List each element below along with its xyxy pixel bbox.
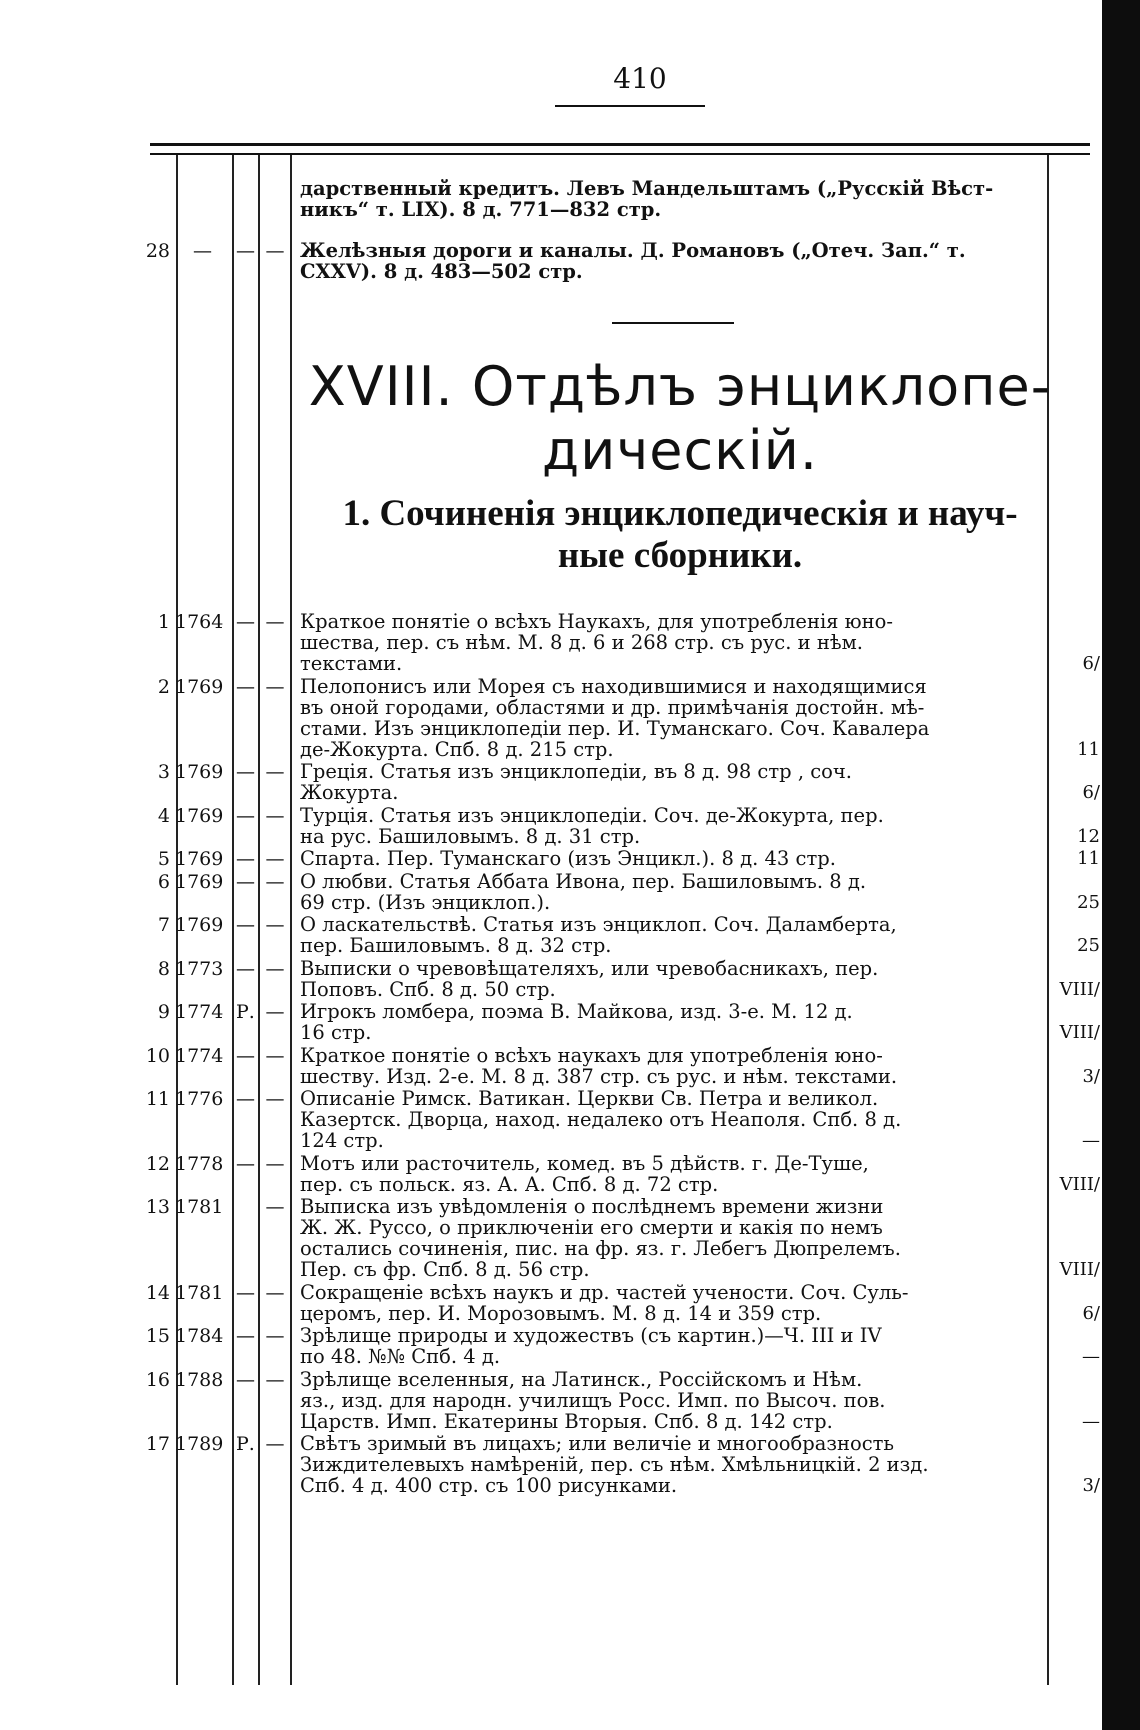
- entry-price: 25: [1077, 935, 1100, 956]
- entry-number: 11: [145, 1088, 170, 1110]
- entry-year: 1781: [175, 1196, 224, 1218]
- entry-line: CXXV). 8 д. 483—502 стр.: [300, 260, 583, 283]
- entry-line: Выписка изъ увѣдомленія о послѣднемъ времени жизни: [300, 1195, 884, 1218]
- entry-year: 1781: [175, 1281, 224, 1304]
- entry-price: 6/: [1082, 1302, 1100, 1324]
- entry-description: [300, 1153, 1045, 1195]
- entry-mark: Р.: [236, 1433, 255, 1455]
- entry-line: Спарта. Пер. Туманскаго (изъ Энцикл.). 8 д. 43 стр.: [300, 847, 836, 870]
- entry-mark: —: [236, 1152, 255, 1175]
- entry-line: Греція. Статья изъ энциклопедіи, въ 8 д. 98 стр , соч.: [300, 760, 852, 783]
- entry-description: [300, 848, 1045, 869]
- entry-description: [300, 1282, 1045, 1324]
- entry-line: Сокращеніе всѣхъ наукъ и др. частей учености. Соч. Суль-: [300, 1280, 909, 1304]
- entry-line: текстами.: [300, 652, 403, 675]
- entry-line: на рус. Башиловымъ. 8 д. 31 стр.: [300, 824, 641, 848]
- entry-line: Свѣтъ зримый въ лицахъ; или величіе и многообразность: [300, 1432, 895, 1455]
- entry-mark: —: [236, 914, 255, 936]
- entry-line: Зрѣлище природы и художествъ (съ картин.)—Ч. III и IV: [300, 1324, 882, 1347]
- entry-dash: —: [265, 1325, 285, 1347]
- entry-line: церомъ, пер. И. Морозовымъ. М. 8 д. 14 и 359 стр.: [300, 1301, 822, 1325]
- entry-description: [300, 1369, 1045, 1432]
- entry-mark: —: [236, 1368, 255, 1391]
- entry-line: стами. Изъ энциклопедіи пер. И. Туманскаго. Соч. Кавалера: [300, 716, 930, 740]
- subsection-title-line: ные сборники.: [557, 535, 803, 576]
- entry-description: [300, 1433, 1045, 1496]
- entry-number: 14: [145, 1281, 170, 1304]
- entry-price: VIII/: [1059, 978, 1100, 1000]
- entry-description: [300, 914, 1045, 956]
- entry-year: 1773: [175, 957, 224, 980]
- entry-description: [300, 1325, 1045, 1367]
- entry-description: [300, 761, 1045, 803]
- entry-line: Турція. Статья изъ энциклопедіи. Соч. де-Жокурта, пер.: [300, 803, 884, 827]
- section-title-line: XVIII. Отдѣлъ энциклопе-: [308, 355, 1052, 418]
- column-divider: [232, 155, 234, 1685]
- entry-dash: —: [265, 957, 285, 980]
- entry-dash: —: [236, 240, 255, 262]
- entry-price: 12: [1077, 825, 1100, 847]
- entry-year: 1769: [175, 870, 224, 893]
- section-title: [300, 355, 1060, 483]
- entry-line: Царств. Имп. Екатерины Вторыя. Спб. 8 д. 142 стр.: [300, 1409, 833, 1433]
- entry-line: Спб. 4 д. 400 стр. съ 100 рисунками.: [300, 1474, 678, 1497]
- entry-dash: —: [265, 761, 285, 783]
- entry-dash: —: [265, 1368, 285, 1391]
- entry-line: Желѣзныя дороги и каналы. Д. Романовъ („Отеч. Зап.“ т.: [300, 239, 966, 262]
- entry-number: 7: [157, 914, 170, 936]
- entry-year: 1769: [175, 675, 224, 698]
- subsection-title: [300, 493, 1060, 577]
- entry-mark: —: [236, 1281, 255, 1304]
- entry-mark: —: [236, 675, 255, 698]
- entry-description: [300, 676, 1045, 760]
- entry-line: Мотъ или расточитель, комед. въ 5 дѣйств. г. Де-Туше,: [300, 1151, 869, 1175]
- entry-mark: Р.: [236, 1001, 255, 1023]
- entry-mark: —: [236, 1088, 255, 1110]
- entry-dash: —: [265, 804, 285, 827]
- entry-description: [300, 871, 1045, 913]
- entry-dash: —: [265, 1044, 285, 1067]
- entry-description: [300, 1196, 1045, 1280]
- entry-number: 3: [157, 761, 170, 783]
- page-number: 410: [613, 62, 667, 95]
- entry-line: по 48. №№ Спб. 4 д.: [300, 1345, 501, 1368]
- section-separator: [612, 322, 734, 324]
- entry-price: —: [1082, 1130, 1100, 1151]
- entry-line: 69 стр. (Изъ энциклоп.).: [300, 890, 551, 914]
- entry-year: 1769: [175, 761, 224, 783]
- entry-line: яз., изд. для народн. училищъ Росс. Имп. по Высоч. пов.: [300, 1388, 886, 1412]
- entry-line: Ж. Ж. Руссо, о приключеніи его смерти и какія по немъ: [300, 1216, 883, 1239]
- entry-dash: —: [193, 240, 212, 262]
- continued-entry: [300, 178, 1045, 220]
- entry-line: дарственный кредитъ. Левъ Мандельштамъ („Русскій Вѣст-: [300, 177, 994, 200]
- entry-line: Краткое понятіе о всѣхъ Наукахъ, для употребленія юно-: [300, 610, 893, 633]
- entry-mark: —: [236, 957, 255, 980]
- entry-line: Описаніе Римск. Ватикан. Церкви Св. Петра и великол.: [300, 1087, 879, 1110]
- entry-description: [300, 1045, 1045, 1087]
- entry-line: въ оной городами, областями и др. примѣчанія достойн. мѣ-: [300, 695, 925, 719]
- column-divider: [290, 155, 292, 1685]
- entry-description: [300, 1088, 1045, 1151]
- entry-price: 3/: [1082, 1475, 1100, 1496]
- entry-line: Игрокъ ломбера, поэма В. Майкова, изд. 3-е. М. 12 д.: [300, 1000, 853, 1023]
- entry-year: 1789: [175, 1433, 224, 1455]
- entry-price: 3/: [1082, 1065, 1100, 1087]
- entry-year: 1774: [175, 1001, 224, 1023]
- entry-dash: —: [265, 1001, 285, 1023]
- entry-dash: —: [265, 611, 285, 633]
- entry-number: 8: [157, 957, 170, 980]
- entry-year: 1776: [175, 1088, 224, 1110]
- entry-number: 15: [145, 1325, 170, 1347]
- entry-number: 12: [145, 1152, 170, 1175]
- entry-number: 5: [157, 848, 170, 870]
- entry-dash: —: [265, 1281, 285, 1304]
- entry-number: 17: [145, 1433, 170, 1455]
- section-title-line: дическій.: [541, 419, 819, 482]
- entry-line: Пелопонисъ или Морея съ находившимися и находящимися: [300, 674, 927, 698]
- entry-dash: —: [265, 914, 285, 936]
- entry-year: 1769: [175, 914, 224, 936]
- entry-line: Выписки о чревовѣщателяхъ, или чревобасникахъ, пер.: [300, 956, 879, 980]
- entry-mark: —: [236, 1044, 255, 1067]
- entry-year: 1784: [175, 1325, 224, 1347]
- entry-mark: —: [236, 848, 255, 870]
- entry-line: де-Жокурта. Спб. 8 д. 215 стр.: [300, 737, 614, 761]
- entry-year: 1769: [175, 804, 224, 827]
- header-rule: [150, 143, 1090, 146]
- entry-line: пер. съ польск. яз. А. А. Спб. 8 д. 72 стр.: [300, 1172, 719, 1196]
- entry-price: —: [1082, 1346, 1100, 1367]
- entry-price: VIII/: [1059, 1022, 1100, 1043]
- entry-line: 124 стр.: [300, 1129, 384, 1152]
- entry-mark: —: [236, 870, 255, 893]
- entry-number: 28: [145, 240, 170, 262]
- entry-mark: —: [236, 1325, 255, 1347]
- entry-dash: —: [265, 240, 285, 262]
- entry-year: 1764: [175, 611, 224, 633]
- entry-line: шества, пер. съ нѣм. М. 8 д. 6 и 268 стр. съ рус. и нѣм.: [300, 631, 863, 654]
- entry-line: остались сочиненія, пис. на фр. яз. г. Лебегъ Дюпрелемъ.: [300, 1237, 901, 1260]
- entry-price: 25: [1077, 891, 1100, 913]
- entry-dash: —: [265, 1433, 285, 1455]
- entry-year: 1778: [175, 1152, 224, 1175]
- entry-price: VIII/: [1059, 1173, 1100, 1195]
- entry-year: 1769: [175, 848, 224, 870]
- entry-line: пер. Башиловымъ. 8 д. 32 стр.: [300, 934, 612, 957]
- entry-line: Зрѣлище вселенныя, на Латинск., Россійскомъ и Нѣм.: [300, 1367, 863, 1391]
- entry-line: никъ“ т. LIX). 8 д. 771—832 стр.: [300, 198, 662, 221]
- entry-price: 6/: [1082, 782, 1100, 803]
- entry-line: шеству. Изд. 2-е. М. 8 д. 387 стр. съ рус. и нѣм. текстами.: [300, 1064, 898, 1088]
- entry-line: Зиждителевыхъ намѣреній, пер. съ нѣм. Хмѣльницкій. 2 изд.: [300, 1453, 929, 1476]
- entry-line: Жокурта.: [300, 781, 399, 804]
- scan-edge: [1100, 0, 1140, 1730]
- entry-dash: —: [265, 1088, 285, 1110]
- entry-line: Пер. съ фр. Спб. 8 д. 56 стр.: [300, 1258, 590, 1281]
- entry-price: 11: [1077, 848, 1100, 869]
- subsection-title-line: 1. Сочиненія энциклопедическія и науч-: [342, 493, 1018, 534]
- entry-mark: —: [236, 611, 255, 633]
- entry-number: 4: [157, 804, 170, 827]
- entry-number: 9: [157, 1001, 170, 1023]
- entry-description: [300, 1001, 1045, 1043]
- entry-number: 13: [145, 1196, 170, 1218]
- entry-dash: —: [265, 870, 285, 893]
- entry-dash: —: [265, 1152, 285, 1175]
- entry-price: —: [1082, 1410, 1100, 1432]
- entry-line: Казертск. Дворца, наход. недалеко отъ Неаполя. Спб. 8 д.: [300, 1108, 902, 1131]
- entry-price: 11: [1077, 738, 1100, 760]
- entry-mark: —: [236, 804, 255, 827]
- entry-year: 1774: [175, 1044, 224, 1067]
- entry-line: О ласкательствѣ. Статья изъ энциклоп. Соч. Даламберта,: [300, 913, 897, 936]
- entry-line: 16 стр.: [300, 1021, 372, 1044]
- entry-price: 6/: [1082, 653, 1100, 674]
- entry-number: 2: [157, 675, 170, 698]
- entry-description: [300, 805, 1045, 847]
- entry-dash: —: [265, 1196, 285, 1218]
- entry-number: 1: [157, 611, 170, 633]
- entry-number: 6: [157, 870, 170, 893]
- entry-year: 1788: [175, 1368, 224, 1391]
- entry-description: [300, 958, 1045, 1000]
- entry-line: Краткое понятіе о всѣхъ наукахъ для употребленія юно-: [300, 1043, 883, 1067]
- entry-line: О любви. Статья Аббата Ивона, пер. Башиловымъ. 8 д.: [300, 869, 867, 893]
- entry-price: VIII/: [1059, 1259, 1100, 1280]
- entry-number: 10: [145, 1044, 170, 1067]
- entry-dash: —: [265, 675, 285, 698]
- entry-description: [300, 611, 1045, 674]
- entry-mark: —: [236, 761, 255, 783]
- entry-dash: —: [265, 848, 285, 870]
- page-number-rule: [555, 105, 705, 107]
- entry-line: Поповъ. Спб. 8 д. 50 стр.: [300, 977, 556, 1001]
- entry-number: 16: [145, 1368, 170, 1391]
- entry-description: [300, 240, 1045, 282]
